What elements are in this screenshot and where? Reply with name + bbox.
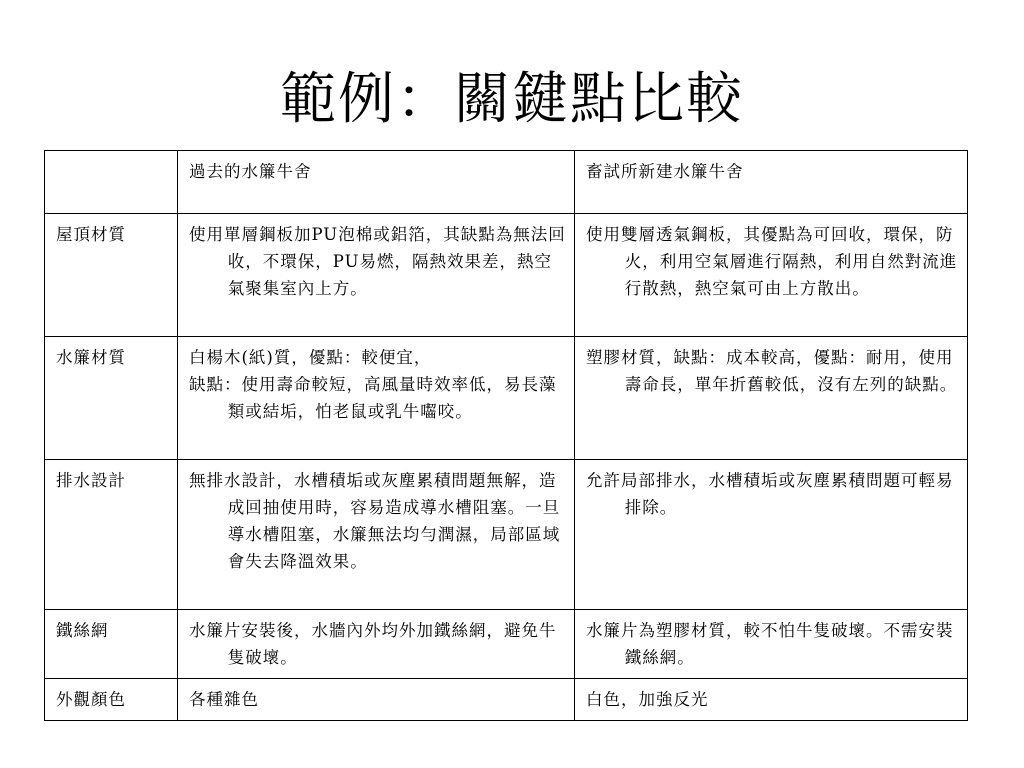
cell-text: 塑膠材質，缺點：成本較高，優點：耐用，使用壽命長，單年折舊較低，沒有左列的缺點。 xyxy=(586,348,958,394)
table-row-curtain xyxy=(45,337,968,460)
row-label: 鐵絲網 xyxy=(45,610,178,679)
new-cell xyxy=(575,610,968,679)
header-row xyxy=(45,151,968,214)
row-label: 外觀顏色 xyxy=(45,679,178,721)
cell-text: 白色，加強反光 xyxy=(586,690,709,709)
old-cell xyxy=(178,679,575,721)
table-row-color xyxy=(45,679,968,721)
cell-text: 無排水設計，水槽積垢或灰塵累積問題無解，造成回抽使用時，容易造成導水槽阻塞。一旦導水槽阻塞，水簾無法均勻潤濕，局部區域會失去降溫效果。 xyxy=(189,471,561,571)
new-cell xyxy=(575,337,968,460)
header-cell-empty xyxy=(45,151,178,214)
header-cell-new: 畜試所新建水簾牛舍 xyxy=(575,151,968,214)
table-row-roof xyxy=(45,214,968,337)
cell-text: 使用雙層透氣鋼板，其優點為可回收，環保，防火，利用空氣層進行隔熱，利用自然對流進行散熱，熱空氣可由上方散出。 xyxy=(586,225,958,298)
new-cell xyxy=(575,460,968,610)
table-row-wire-mesh xyxy=(45,610,968,679)
cell-text: 缺點：使用壽命較短，高風量時效率低，易長藻類或結垢，怕老鼠或乳牛囓咬。 xyxy=(189,375,557,421)
new-cell xyxy=(575,214,968,337)
slide-title: 範例：關鍵點比較 xyxy=(280,67,744,132)
table-row-drainage xyxy=(45,460,968,610)
old-cell xyxy=(178,460,575,610)
cell-text: 白楊木(紙)質，優點：較便宜， xyxy=(189,348,432,367)
row-label: 排水設計 xyxy=(45,460,178,610)
row-label: 水簾材質 xyxy=(45,337,178,460)
cell-text: 允許局部排水，水槽積垢或灰塵累積問題可輕易排除。 xyxy=(586,471,954,517)
cell-text: 水簾片安裝後，水牆內外均外加鐵絲網，避免牛隻破壞。 xyxy=(189,621,557,667)
row-label: 屋頂材質 xyxy=(45,214,178,337)
old-cell xyxy=(178,214,575,337)
comparison-table xyxy=(44,150,968,721)
new-cell xyxy=(575,679,968,721)
cell-text: 各種雜色 xyxy=(189,690,259,709)
cell-text: 水簾片為塑膠材質，較不怕牛隻破壞。不需安裝鐵絲網。 xyxy=(586,621,954,667)
header-cell-old: 過去的水簾牛舍 xyxy=(178,151,575,214)
old-cell xyxy=(178,610,575,679)
cell-text: 使用單層鋼板加PU泡棉或鋁箔，其缺點為無法回收，不環保，PU易燃，隔熱效果差，熱空氣聚集室內上方。 xyxy=(189,225,566,298)
old-cell xyxy=(178,337,575,460)
